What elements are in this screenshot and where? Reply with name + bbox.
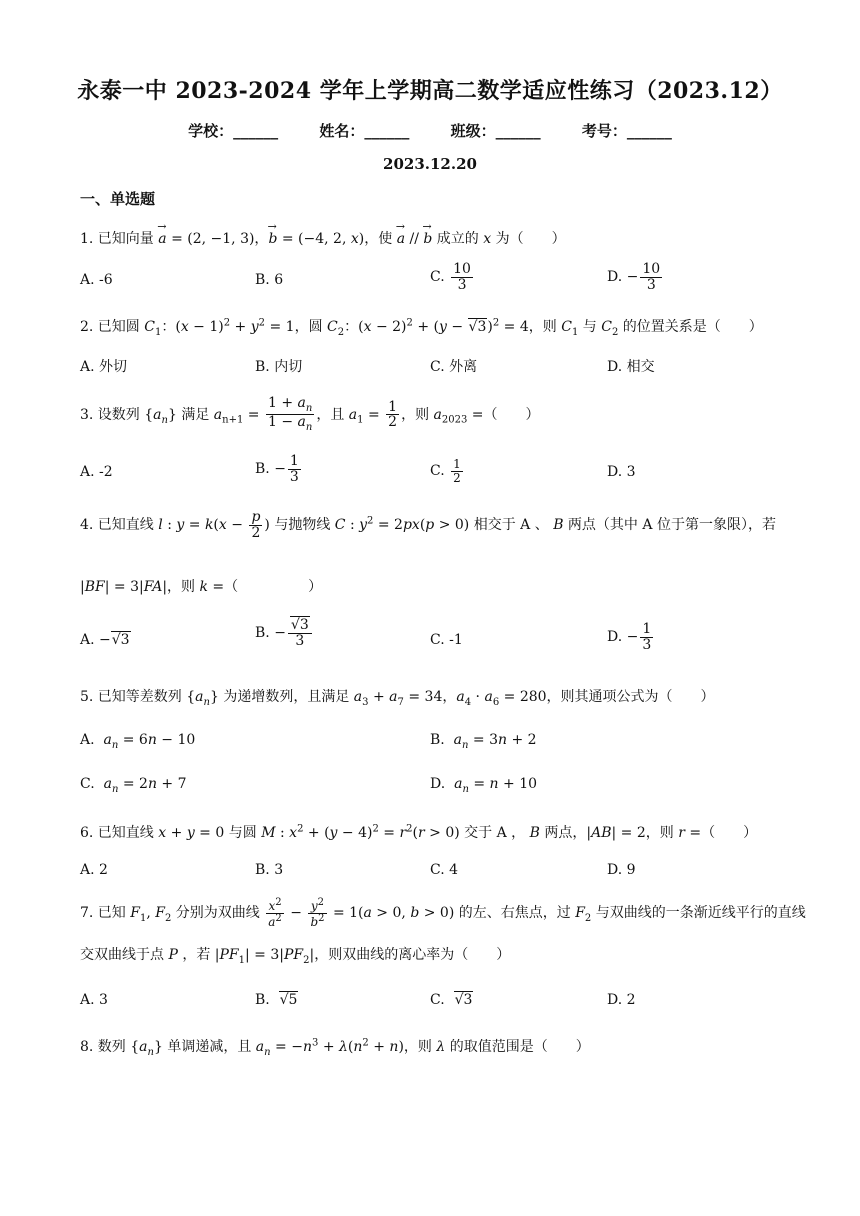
q2-option-b: B. 内切 <box>255 359 303 375</box>
q1-option-b: B. 6 <box>255 272 284 288</box>
q6-option-a: A. 2 <box>80 862 108 878</box>
q1-option-c: C. $\frac{10}{3}$ <box>430 261 471 293</box>
page-title: 永泰一中 2023-2024 学年上学期高二数学适应性练习（2023.12） <box>77 78 783 104</box>
q2-option-a: A. 外切 <box>80 359 128 375</box>
section-heading: 一、单选题 <box>80 190 156 208</box>
q6-option-b: B. 3 <box>255 862 284 878</box>
question-8: 8. 数列 $\{a_n\}$ 单调递减，且 $a_n = -n^3 + \lambda(n^2 + n)$，则 λ 的取值范围是（ ） <box>80 1037 590 1058</box>
q3-option-b: B. − $\frac{1}{3}$ <box>255 453 299 485</box>
q4-option-c: C. -1 <box>430 632 463 648</box>
student-info-line <box>0 120 860 141</box>
q1-option-a: A. -6 <box>80 272 113 288</box>
q4-option-b: B. − $\frac{√3}{3}$ <box>255 618 314 648</box>
q2-option-d: D. 相交 <box>607 359 655 375</box>
q5-option-d: D. $a_n = n + 10$ <box>430 776 538 795</box>
question-4: 4. 已知直线 l : y = k(x − $\frac{p}{2}$ ) 与抛物线 C : $y^2 = 2px(p > 0)$ 相交于 A 、 B 两点（其中 A 位于第一象限），若 <box>80 509 776 541</box>
q5-option-c: C. $a_n = 2n + 7$ <box>80 776 187 795</box>
exam-number-field: 考号：______ <box>581 122 672 140</box>
question-2: 2. 已知圆 $C_1$：$(x - 1)^2 + y^2 = 1$，圆 $C_2$：$(x - 2)^2 + (y - √3)^2 = 4$，则 $C_1$ 与 $C_2$ 的位置关系是（ ） <box>80 317 763 338</box>
question-5: 5. 已知等差数列 $\{a_n\}$ 为递增数列，且满足 $a_3 + a_7 = 34$，$a_4 \cdot a_6 = 280$，则其通项公式为（ ） <box>80 689 715 708</box>
question-1: 1. 已知向量 → a = (2, −1, 3)，→ b = (−4, 2, x)，使 → a // → b 成立的 x 为（ ） <box>80 228 566 248</box>
q6-option-d: D. 9 <box>607 862 636 878</box>
q6-option-c: C. 4 <box>430 862 459 878</box>
q7-option-b: B. √5 <box>255 992 298 1008</box>
q7-option-c: C. √3 <box>430 992 473 1008</box>
question-7-line-2: 交双曲线于点 P ，若 $|PF_1| = 3|PF_2|$，则双曲线的离心率为（ ） <box>80 947 511 966</box>
q3-option-d: D. 3 <box>607 464 636 480</box>
school-field: 学校：______ <box>188 122 279 140</box>
q3-option-c: C. $\frac{1}{2}$ <box>430 457 461 485</box>
q7-option-d: D. 2 <box>607 992 636 1008</box>
class-field: 班级：______ <box>450 122 541 140</box>
q2-option-c: C. 外离 <box>430 359 478 375</box>
name-field: 姓名：______ <box>319 122 410 140</box>
q5-option-a: A. $a_n = 6n - 10$ <box>80 732 196 751</box>
question-6: 6. 已知直线 x + y = 0 与圆 M : $x^2 + (y - 4)^2 = r^2(r > 0)$ 交于 A ， B 两点，|AB| = 2，则 r =（ ） <box>80 823 758 841</box>
q1-option-d: D. − $\frac{10}{3}$ <box>607 261 661 293</box>
question-7: 7. 已知 $F_1$, $F_2$ 分别为双曲线 $\frac{x^2}{a^2}$ − $\frac{y^2}{b^2}$ = 1(a > 0, b > 0) 的左、右焦点，过 $F_2$ 与双曲线的一条渐近线平行的直线 <box>80 897 806 929</box>
q4-option-d: D. − $\frac{1}{3}$ <box>607 621 652 653</box>
q7-option-a: A. 3 <box>80 992 108 1008</box>
q4-option-a: A. −√3 <box>80 632 130 648</box>
q5-option-b: B. $a_n = 3n + 2$ <box>430 732 537 751</box>
question-3: 3. 设数列 $\{a_n\}$ 满足 $a_{n+1}$ = $\frac{1 + a_n}{1 - a_n}$ ，且 $a_1$ = $\frac{1}{2}$ ，则 $a_{2023}$ =（ ） <box>80 395 540 434</box>
q3-option-a: A. -2 <box>80 464 113 480</box>
exam-date: 2023.12.20 <box>383 155 477 173</box>
question-4-line-2: |BF| = 3|FA|，则 k =（ ） <box>80 579 323 595</box>
